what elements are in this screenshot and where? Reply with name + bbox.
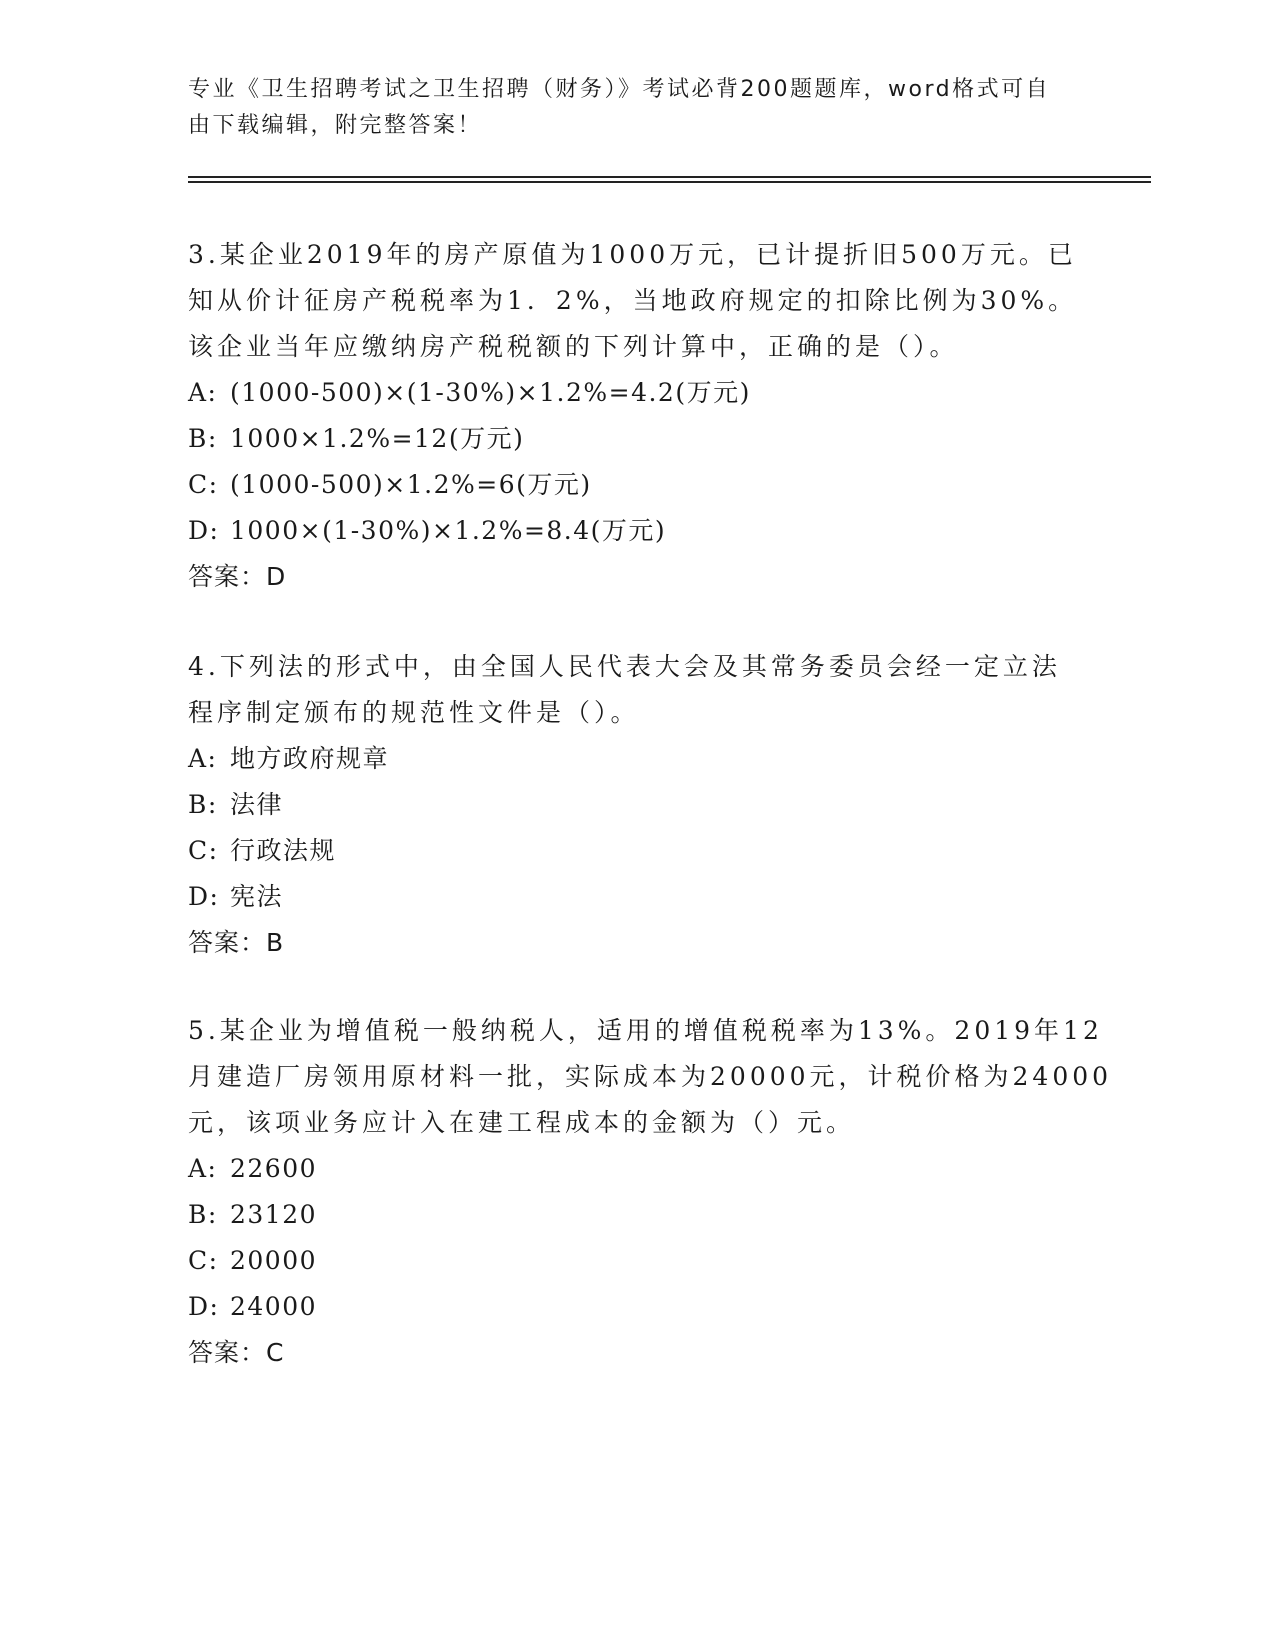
option-d bbox=[188, 1284, 1088, 1330]
option-key: A: bbox=[188, 744, 218, 773]
option-d bbox=[188, 874, 1088, 920]
answer-line: 答案：B bbox=[188, 928, 285, 957]
option-key: B: bbox=[188, 790, 218, 819]
option-key: D: bbox=[188, 882, 220, 911]
question-3 bbox=[188, 232, 1088, 600]
option-key: C: bbox=[188, 470, 219, 499]
option-text: 行政法规 bbox=[230, 836, 337, 865]
option-key: D: bbox=[188, 1292, 220, 1321]
question-stem-line: 3.某企业2019年的房产原值为1000万元，已计提折旧500万元。已 bbox=[188, 240, 1077, 269]
option-a bbox=[188, 370, 1088, 416]
option-text: 1000×(1-30%)×1.2%=8.4(万元) bbox=[230, 516, 667, 545]
answer-line: 答案：D bbox=[188, 562, 287, 591]
question-stem-line: 5.某企业为增值税一般纳税人，适用的增值税税率为13%。2019年12 bbox=[188, 1016, 1103, 1045]
question-stem-line: 该企业当年应缴纳房产税税额的下列计算中，正确的是（）。 bbox=[188, 332, 959, 361]
option-text: 法律 bbox=[230, 790, 284, 819]
option-b bbox=[188, 1192, 1088, 1238]
option-text: 1000×1.2%=12(万元) bbox=[230, 424, 525, 453]
answer-line: 答案：C bbox=[188, 1338, 285, 1367]
option-key: D: bbox=[188, 516, 220, 545]
option-key: B: bbox=[188, 1200, 218, 1229]
option-b bbox=[188, 416, 1088, 462]
option-key: B: bbox=[188, 424, 218, 453]
option-text: (1000-500)×1.2%=6(万元) bbox=[230, 470, 592, 499]
header-divider-bottom bbox=[188, 181, 1151, 183]
option-text: 宪法 bbox=[230, 882, 284, 911]
option-text: 20000 bbox=[230, 1246, 318, 1275]
question-4 bbox=[188, 644, 1088, 966]
option-text: 23120 bbox=[230, 1200, 318, 1229]
option-a bbox=[188, 736, 1088, 782]
question-5 bbox=[188, 1008, 1113, 1376]
option-key: C: bbox=[188, 1246, 219, 1275]
option-key: A: bbox=[188, 378, 218, 407]
option-c bbox=[188, 828, 1088, 874]
question-stem-line: 月建造厂房领用原材料一批，实际成本为20000元，计税价格为24000 bbox=[188, 1062, 1113, 1091]
header-line-2: 由下载编辑，附完整答案！ bbox=[188, 113, 483, 138]
question-stem-line: 元，该项业务应计入在建工程成本的金额为（）元。 bbox=[188, 1108, 856, 1137]
option-text: 22600 bbox=[230, 1154, 318, 1183]
question-stem-line: 知从价计征房产税税率为1．2%，当地政府规定的扣除比例为30%。 bbox=[188, 286, 1078, 315]
option-text: (1000-500)×(1-30%)×1.2%=4.2(万元) bbox=[230, 378, 751, 407]
document-header bbox=[188, 72, 1068, 144]
header-divider-top bbox=[188, 176, 1151, 178]
option-a bbox=[188, 1146, 1088, 1192]
option-c bbox=[188, 462, 1088, 508]
question-stem-line: 4.下列法的形式中，由全国人民代表大会及其常务委员会经一定立法 bbox=[188, 652, 1061, 681]
option-c bbox=[188, 1238, 1088, 1284]
header-line-1: 专业《卫生招聘考试之卫生招聘（财务）》考试必背200题题库，word格式可自 bbox=[188, 77, 1051, 102]
option-key: C: bbox=[188, 836, 219, 865]
option-b bbox=[188, 782, 1088, 828]
option-text: 24000 bbox=[230, 1292, 318, 1321]
option-text: 地方政府规章 bbox=[230, 744, 390, 773]
option-d bbox=[188, 508, 1088, 554]
option-key: A: bbox=[188, 1154, 218, 1183]
question-stem-line: 程序制定颁布的规范性文件是（）。 bbox=[188, 698, 640, 727]
